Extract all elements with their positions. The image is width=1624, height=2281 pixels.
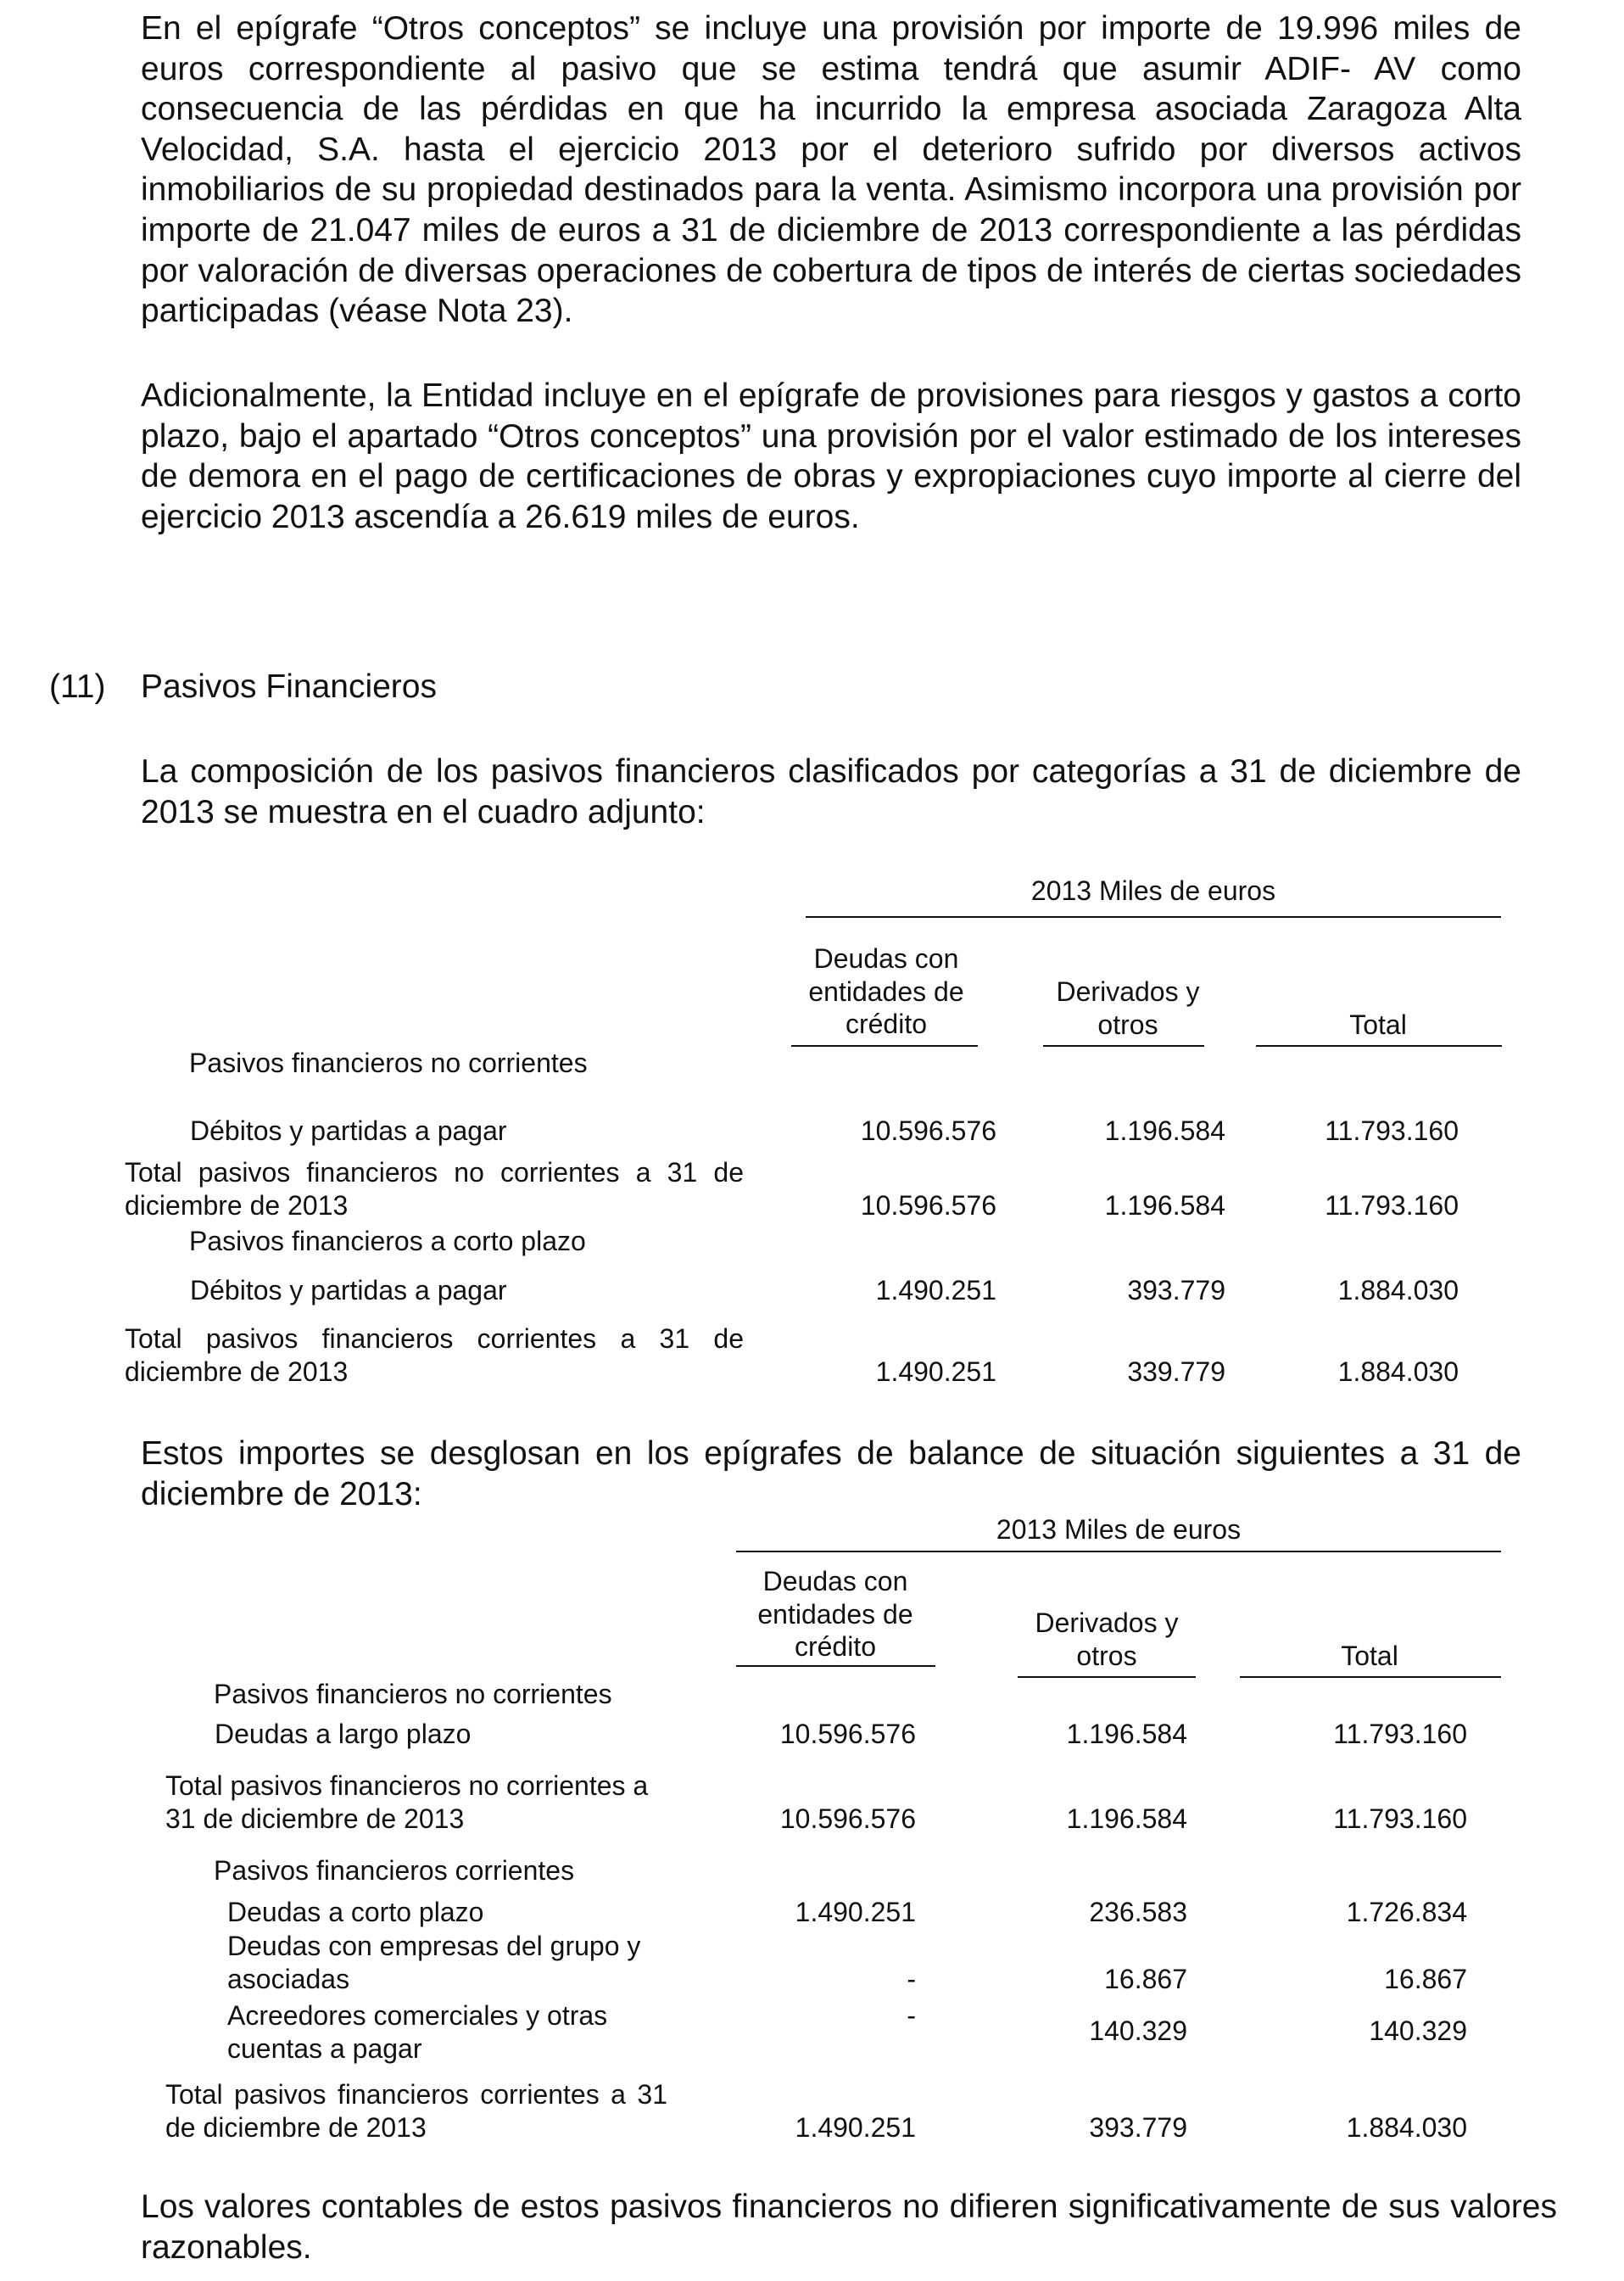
table1-col2-rule <box>1043 1045 1204 1047</box>
row-label: Total pasivos financieros corrientes a 31 de diciembre de 2013 <box>165 2079 667 2143</box>
table1-col-deudas-entidades: Deudas con entidades de crédito <box>808 943 964 1039</box>
cell-deudas: 10.596.576 <box>860 1190 996 1221</box>
table1-group-no-corrientes: Pasivos financieros no corrientes <box>189 1048 588 1078</box>
table2-col-derivados: Derivados y otros <box>1035 1607 1179 1671</box>
row-label: Deudas a largo plazo <box>215 1719 472 1749</box>
cell-deudas: 10.596.576 <box>860 1115 996 1146</box>
section-title: Pasivos Financieros <box>141 668 437 705</box>
table2-col-deudas-entidades: Deudas con entidades de crédito <box>757 1566 913 1662</box>
cell-total: 1.884.030 <box>1337 1275 1459 1305</box>
paragraph-desglose: Estos importes se desglosan en los epígrafes de balance de situación siguientes a 31 de diciembre de 2013: <box>141 1435 1521 1512</box>
table2-col3-rule <box>1240 1676 1501 1678</box>
table1-col-total: Total <box>1349 1009 1407 1040</box>
cell-total: 1.884.030 <box>1337 1356 1459 1387</box>
cell-deudas: 1.490.251 <box>875 1356 996 1387</box>
row-label: Deudas con empresas del grupo y asociadas <box>227 1931 641 1994</box>
paragraph-valores-razonables: Los valores contables de estos pasivos financieros no difieren significativamente de sus valores razonables. <box>141 2189 1557 2266</box>
cell-deudas: 1.490.251 <box>795 2112 916 2143</box>
table2-group-no-corrientes: Pasivos financieros no corrientes <box>214 1679 612 1709</box>
table1-header-rule <box>806 916 1501 918</box>
row-label: Débitos y partidas a pagar <box>190 1115 507 1146</box>
table2-col-total: Total <box>1341 1641 1398 1671</box>
cell-derivados: 236.583 <box>1089 1897 1187 1927</box>
cell-total: 16.867 <box>1384 1964 1467 1994</box>
row-label: Acreedores comerciales y otras cuentas a pagar <box>227 2000 608 2064</box>
table2-col1-rule <box>736 1665 935 1667</box>
paragraph-intereses-demora: Adicionalmente, la Entidad incluye en el epígrafe de provisiones para riesgos y gastos a corto plazo, bajo el apartado “Otros conceptos” una provisión por el valor estimado de los intereses de demora en el pago de certificaciones de obras y expropiaciones cuyo importe al cierre del ejercicio 2013 ascendía a 26.619 miles de euros. <box>141 377 1521 535</box>
cell-derivados: 16.867 <box>1104 1964 1187 1994</box>
cell-deudas: 1.490.251 <box>875 1275 996 1305</box>
table1-col-derivados: Derivados y otros <box>1056 976 1200 1040</box>
cell-total: 11.793.160 <box>1325 1115 1459 1146</box>
cell-derivados: 1.196.584 <box>1066 1719 1187 1749</box>
cell-derivados: 1.196.584 <box>1104 1115 1225 1146</box>
section-number: (11) <box>49 668 106 705</box>
row-label: Deudas a corto plazo <box>227 1897 484 1927</box>
cell-derivados: 393.779 <box>1127 1275 1225 1305</box>
cell-derivados: 393.779 <box>1089 2112 1187 2143</box>
table2-group-corrientes: Pasivos financieros corrientes <box>214 1855 575 1886</box>
cell-deudas: 10.596.576 <box>779 1803 916 1834</box>
row-label: Total pasivos financieros no corrientes a 31 de diciembre de 2013 <box>125 1157 744 1221</box>
cell-total: 140.329 <box>1369 2015 1467 2046</box>
paragraph-otros-conceptos: En el epígrafe “Otros conceptos” se incluye una provisión por importe de 19.996 miles de euros correspondiente al pasivo que se estima tendrá que asumir ADIF- AV como consecuencia de las pérdidas en que ha incurrido la empresa asociada Zaragoza Alta Velocidad, S.A. hasta el ejercicio 2013 por el deterioro sufrido por diversos activos inmobiliarios de su propiedad destinados para la venta. Asimismo incorpora una provisión por importe de 21.047 miles de euros a 31 de diciembre de 2013 correspondiente a las pérdidas por valoración de diversas operaciones de cobertura de tipos de interés de ciertas sociedades participadas (véase Nota 23). <box>141 10 1521 330</box>
cell-total: 11.793.160 <box>1333 1719 1467 1749</box>
table2-col2-rule <box>1018 1676 1196 1678</box>
cell-total: 1.726.834 <box>1346 1897 1467 1927</box>
row-label: Total pasivos financieros corrientes a 31 de diciembre de 2013 <box>125 1323 744 1387</box>
cell-deudas: - <box>907 2000 916 2031</box>
cell-derivados: 140.329 <box>1089 2015 1187 2046</box>
cell-total: 1.884.030 <box>1346 2112 1467 2143</box>
table1-super-header: 2013 Miles de euros <box>1030 875 1276 906</box>
cell-deudas: 1.490.251 <box>795 1897 916 1927</box>
cell-total: 11.793.160 <box>1325 1190 1459 1221</box>
table2-super-header: 2013 Miles de euros <box>996 1514 1242 1545</box>
cell-derivados: 339.779 <box>1127 1356 1225 1387</box>
row-label: Total pasivos financieros no corrientes a 31 de diciembre de 2013 <box>165 1770 649 1834</box>
cell-deudas: 10.596.576 <box>779 1719 916 1749</box>
paragraph-composicion: La composición de los pasivos financieros clasificados por categorías a 31 de diciembre de 2013 se muestra en el cuadro adjunto: <box>141 753 1521 830</box>
table1-col3-rule <box>1256 1045 1502 1047</box>
cell-deudas: - <box>907 1964 916 1994</box>
table2-header-rule <box>736 1551 1501 1552</box>
cell-derivados: 1.196.584 <box>1066 1803 1187 1834</box>
table1-group-corto-plazo: Pasivos financieros a corto plazo <box>189 1226 586 1256</box>
row-label: Débitos y partidas a pagar <box>190 1275 507 1305</box>
cell-derivados: 1.196.584 <box>1104 1190 1225 1221</box>
cell-total: 11.793.160 <box>1333 1803 1467 1834</box>
table1-col1-rule <box>791 1045 978 1047</box>
